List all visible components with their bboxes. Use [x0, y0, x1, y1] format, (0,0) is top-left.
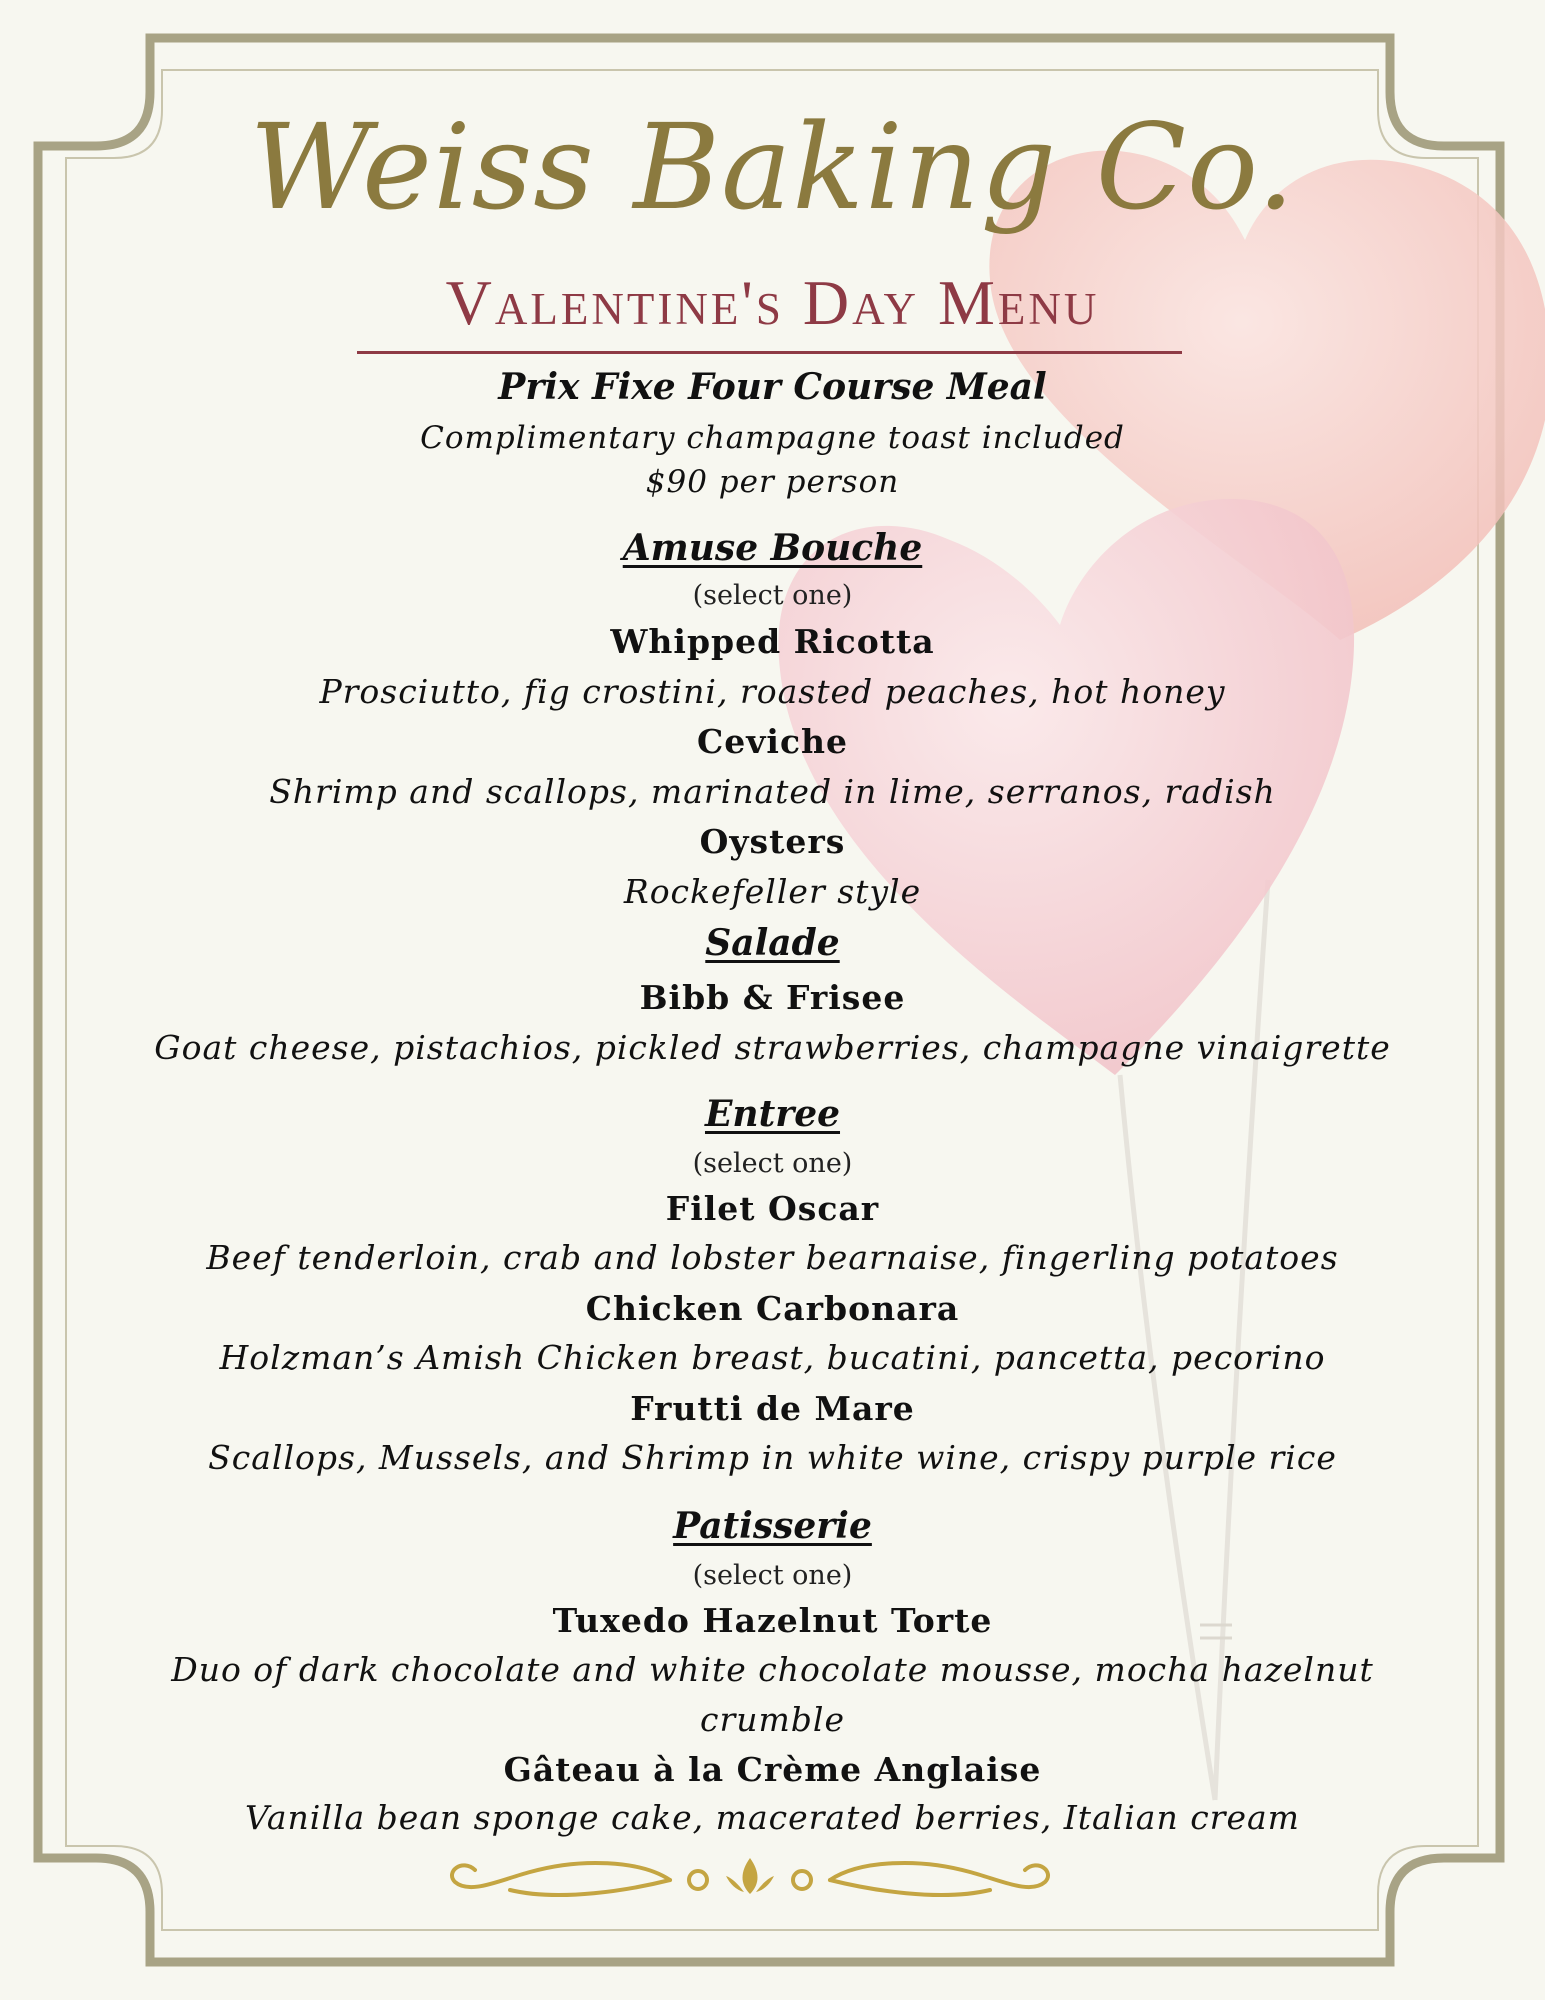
dish-name: Bibb & Frisee [639, 978, 906, 1017]
dish-name: Filet Oscar [665, 1189, 880, 1228]
dish-description: Vanilla bean sponge cake, macerated berries, Italian cream [245, 1798, 1300, 1837]
dish-description: Beef tenderloin, crab and lobster bearnaise, fingerling potatoes [206, 1238, 1339, 1277]
dish-description: Duo of dark chocolate and white chocolate mousse, mocha hazelnut [171, 1650, 1374, 1689]
menu-subtitle: Valentine's Day Menu [445, 267, 1100, 338]
dish-description: Scallops, Mussels, and Shrimp in white wine, crispy purple rice [208, 1438, 1337, 1477]
ornament-flourish-icon [440, 1850, 1060, 1910]
dish-name: Chicken Carbonara [585, 1289, 960, 1328]
dish-description-continued: crumble [699, 1700, 845, 1739]
dish-name: Gâteau à la Crème Anglaise [503, 1750, 1042, 1789]
price-note: $90 per person [645, 464, 900, 500]
dish-description: Goat cheese, pistachios, pickled strawberries, champagne vinaigrette [154, 1028, 1391, 1067]
section-patisserie: Patisserie [673, 1505, 872, 1547]
section-amuse-bouche: Amuse Bouche [622, 527, 923, 569]
dish-name: Frutti de Mare [630, 1389, 915, 1428]
entree-select-note: (select one) [692, 1148, 853, 1179]
section-entree: Entree [704, 1093, 841, 1135]
champagne-note: Complimentary champagne toast included [420, 420, 1125, 456]
dish-description: Holzman’s Amish Chicken breast, bucatini, pancetta, pecorino [219, 1338, 1326, 1377]
dish-name: Ceviche [696, 722, 849, 761]
prix-fixe-heading: Prix Fixe Four Course Meal [498, 366, 1047, 408]
dish-name: Tuxedo Hazelnut Torte [552, 1601, 993, 1640]
dish-description: Shrimp and scallops, marinated in lime, serranos, radish [269, 772, 1276, 811]
dish-description: Prosciutto, fig crostini, roasted peaches, hot honey [319, 672, 1226, 711]
dish-name: Oysters [699, 822, 846, 861]
dish-name: Whipped Ricotta [610, 622, 935, 661]
title-divider [357, 351, 1182, 354]
amuse-select-note: (select one) [692, 580, 853, 611]
dish-description: Rockefeller style [623, 872, 922, 911]
brand-title: Weiss Baking Co. [249, 98, 1296, 236]
patisserie-select-note: (select one) [692, 1560, 853, 1591]
section-salade: Salade [705, 922, 840, 964]
